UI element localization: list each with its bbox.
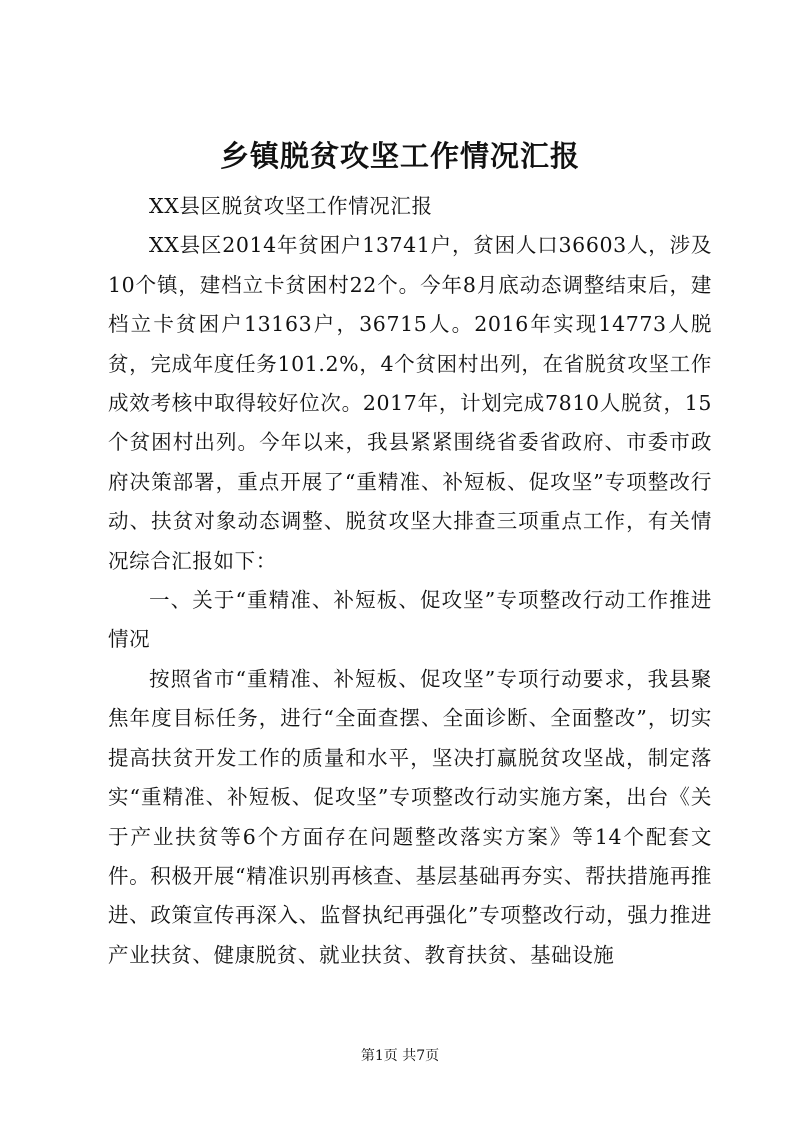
document-title: 乡镇脱贫攻坚工作情况汇报 xyxy=(219,139,580,173)
document-body xyxy=(108,187,712,975)
section-1-paragraph: 按照省市“重精准、补短板、促攻坚”专项行动要求，我县聚焦年度目标任务，进行“全面查摆、全面诊断、全面整改”，切实提高扶贫开发工作的质量和水平，坚决打赢脱贫攻坚战，制定落实“重精准、补短板、促攻坚”专项整改行动实施方案，出台《关于产业扶贫等6个方面存在问题整改落实方案》等14个配套文件。积极开展“精准识别再核查、基层基础再夯实、帮扶措施再推进、政策宣传再深入、监督执纪再强化”专项整改行动，强力推进产业扶贫、健康脱贫、就业扶贫、教育扶贫、基础设施 xyxy=(108,666,712,967)
overview-paragraph: XX县区2014年贫困户13741户，贫困人口36603人，涉及10个镇，建档立卡贫困村22个。今年8月底动态调整结束后，建档立卡贫困户13163户，36715人。2016年实现14773人脱贫，完成年度任务101.2%，4个贫困村出列，在省脱贫攻坚工作成效考核中取得较好位次。2017年，计划完成7810人脱贫，15个贫困村出列。今年以来，我县紧紧围绕省委省政府、市委市政府决策部署，重点开展了“重精准、补短板、促攻坚”专项整改行动、扶贫对象动态调整、脱贫攻坚大排查三项重点工作，有关情况综合汇报如下： xyxy=(108,233,712,573)
subtitle-paragraph: XX县区脱贫攻坚工作情况汇报 xyxy=(149,194,433,218)
page-number-footer: 第1页 共7页 xyxy=(360,1048,440,1064)
section-heading-1: 一、关于“重精准、补短板、促攻坚”专项整改行动工作推进情况 xyxy=(108,588,712,652)
